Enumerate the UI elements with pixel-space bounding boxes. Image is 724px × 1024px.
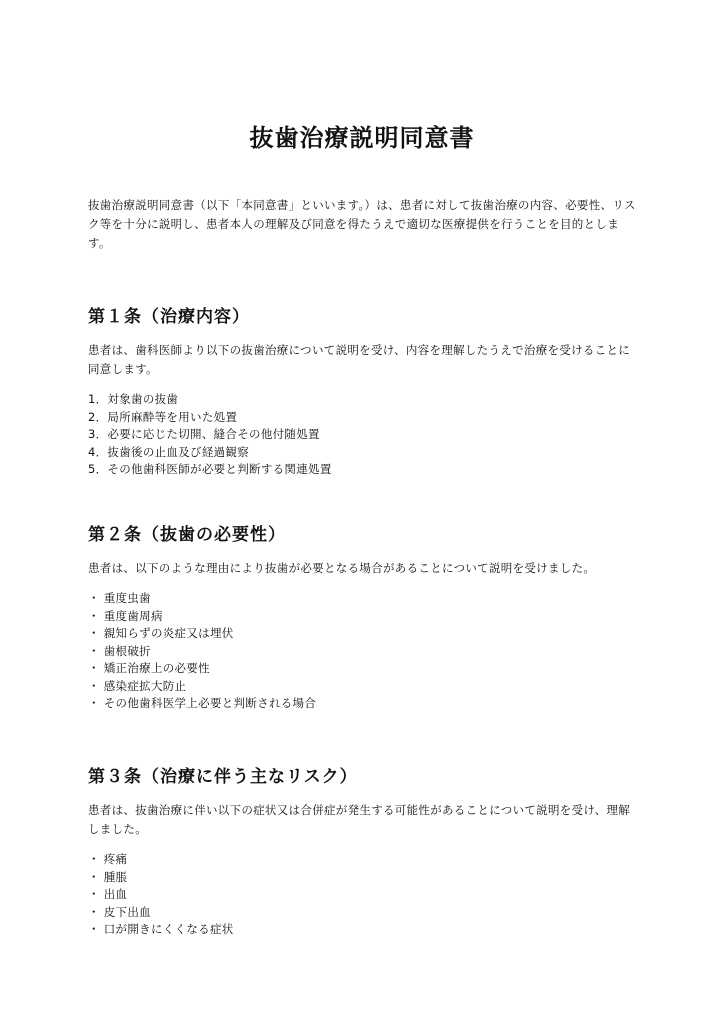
list-item: ・ その他歯科医学上必要と判断される場合 <box>88 696 317 710</box>
list-item: ・ 口が開きにくくなる症状 <box>88 922 234 936</box>
list-item: ・ 出血 <box>88 887 128 901</box>
article-2-text: 患者は、以下のような理由により抜歯が必要となる場合があることについて説明を受けました。 <box>88 561 596 575</box>
article-3-text: 患者は、抜歯治療に伴い以下の症状又は合併症が発生する可能性があることについて説明を受け、理解しました。 <box>88 803 631 836</box>
list-item: ・ 感染症拡大防止 <box>88 678 187 693</box>
article-3 <box>88 762 636 939</box>
list-item: ・ 歯根破折 <box>88 643 151 658</box>
list-item: ・ 矯正治療上の必要性 <box>88 661 210 675</box>
article-1-text: 患者は、歯科医師より以下の抜歯治療について説明を受け、内容を理解したうえで治療を受けることに同意します。 <box>88 343 631 376</box>
list-item: 1．対象歯の抜歯 <box>88 392 179 406</box>
article-2 <box>88 520 636 713</box>
article-1-heading: 第１条（治療内容） <box>88 307 250 327</box>
article-2-heading: 第２条（抜歯の必要性） <box>88 525 286 545</box>
list-item: ・ 親知らずの炎症又は埋伏 <box>88 626 234 640</box>
list-item: 4．抜歯後の止血及び経過観察 <box>88 444 250 459</box>
list-item: ・ 腫脹 <box>88 869 128 884</box>
list-item: ・ 重度虫歯 <box>88 591 151 605</box>
document-title: 抜歯治療説明同意書 <box>249 124 475 152</box>
article-3-list <box>88 851 636 939</box>
list-item: ・ 重度歯周病 <box>88 608 163 623</box>
list-item: ・ 皮下出血 <box>88 904 151 919</box>
list-item: 3．必要に応じた切開、縫合その他付随処置 <box>88 427 320 441</box>
article-2-list <box>88 590 636 713</box>
intro-paragraph: 抜歯治療説明同意書（以下「本同意書」といいます。）は、患者に対して抜歯治療の内容、必要性、リスク等を十分に説明し、患者本人の理解及び同意を得たうえで適切な医療提供を行うことを目的とします。 <box>88 198 636 250</box>
article-1-list <box>88 391 636 479</box>
list-item: 2．局所麻酔等を用いた処置 <box>88 409 238 424</box>
article-1 <box>88 302 636 479</box>
article-3-heading: 第３条（治療に伴う主なリスク） <box>88 767 358 787</box>
list-item: 5．その他歯科医師が必要と判断する関連処置 <box>88 462 332 476</box>
list-item: ・ 疼痛 <box>88 852 128 866</box>
